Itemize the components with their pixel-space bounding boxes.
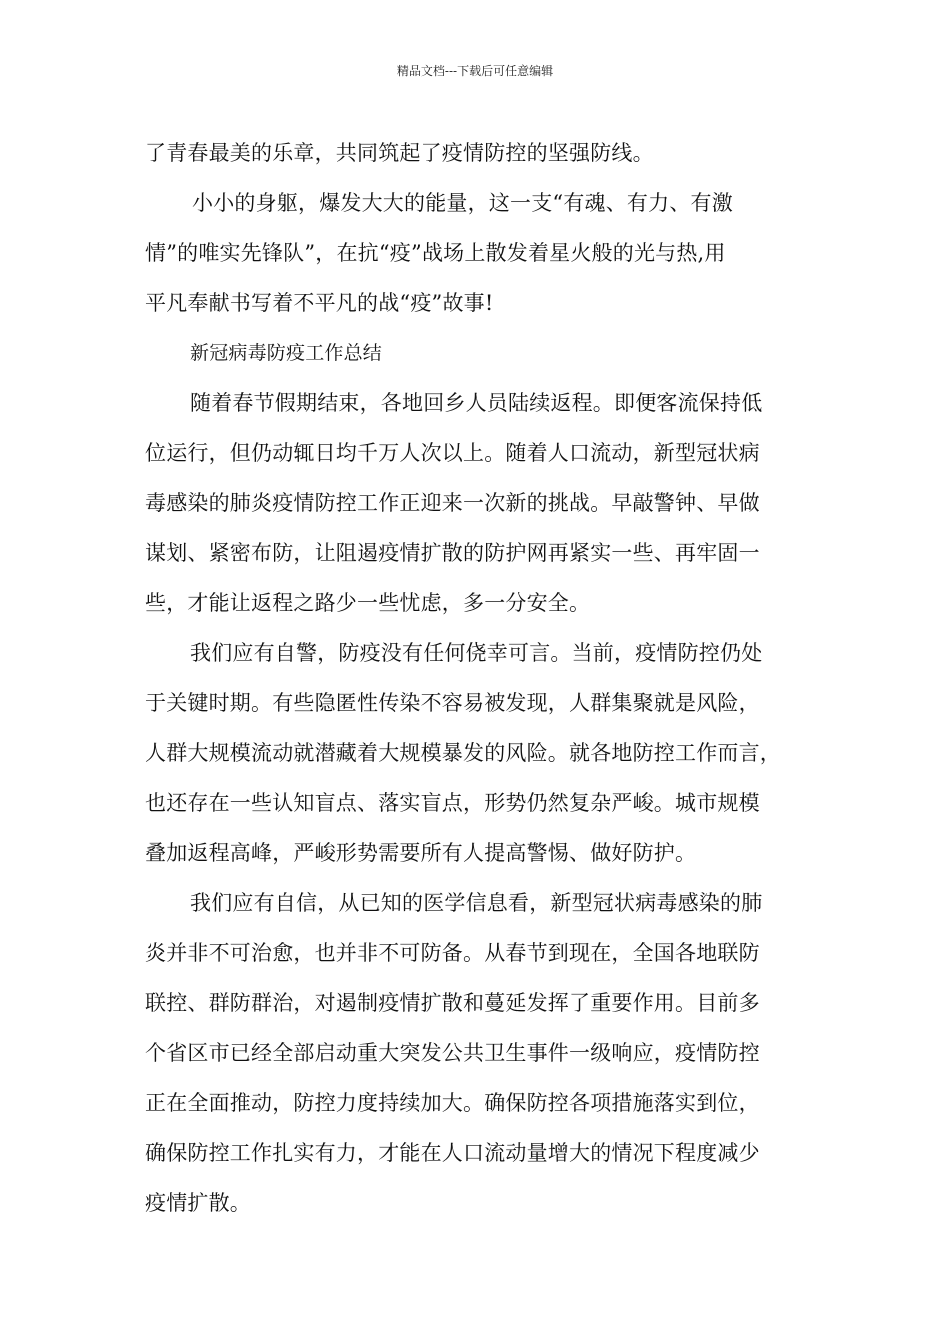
text-line: 确保防控工作扎实有力，才能在人口流动量增大的情况下程度减少 <box>145 1141 760 1165</box>
section-title: 新冠病毒防疫工作总结 <box>190 342 383 364</box>
text-line: 叠加返程高峰，严峻形势需要所有人提高警惕、做好防护。 <box>145 841 697 865</box>
text-line: 随着春节假期结束，各地回乡人员陆续返程。即便客流保持低 <box>190 391 763 415</box>
text-line: 平凡奉献书写着不平凡的战“疫”故事! <box>145 291 494 315</box>
text-line: 我们应有自警，防疫没有任何侥幸可言。当前，疫情防控仍处 <box>190 641 763 665</box>
text-line: 正在全面推动，防控力度持续加大。确保防控各项措施落实到位， <box>145 1091 760 1115</box>
text-line: 疫情扩散。 <box>145 1191 251 1215</box>
text-line: 个省区市已经全部启动重大突发公共卫生事件一级响应，疫情防控 <box>145 1041 760 1065</box>
text-line: 情”的唯实先锋队”，在抗“疫”战场上散发着星火般的光与热,用 <box>145 241 726 265</box>
text-line: 了青春最美的乐章，共同筑起了疫情防控的坚强防线。 <box>145 141 654 165</box>
text-line: 毒感染的肺炎疫情防控工作正迎来一次新的挑战。早敲警钟、早做 <box>145 491 760 515</box>
text-line: 我们应有自信，从已知的医学信息看，新型冠状病毒感染的肺 <box>190 891 763 915</box>
text-line: 谋划、紧密布防，让阻遏疫情扩散的防护网再紧实一些、再牢固一 <box>145 541 760 565</box>
text-line: 炎并非不可治愈，也并非不可防备。从春节到现在，全国各地联防 <box>145 941 760 965</box>
text-line: 小小的身躯，爆发大大的能量，这一支“有魂、有力、有激 <box>192 191 733 215</box>
text-line: 于关键时期。有些隐匿性传染不容易被发现，人群集聚就是风险， <box>145 691 760 715</box>
document-body <box>145 128 825 1228</box>
text-line: 人群大规模流动就潜藏着大规模暴发的风险。就各地防控工作而言， <box>145 741 781 765</box>
text-line: 些，才能让返程之路少一些忧虑，多一分安全。 <box>145 591 591 615</box>
text-line: 也还存在一些认知盲点、落实盲点，形势仍然复杂严峻。城市规模 <box>145 791 760 815</box>
text-line: 位运行，但仍动辄日均千万人次以上。随着人口流动，新型冠状病 <box>145 441 760 465</box>
page-header: 精品文档---下载后可任意编辑 <box>396 64 554 78</box>
text-line: 联控、群防群治，对遏制疫情扩散和蔓延发挥了重要作用。目前多 <box>145 991 760 1015</box>
